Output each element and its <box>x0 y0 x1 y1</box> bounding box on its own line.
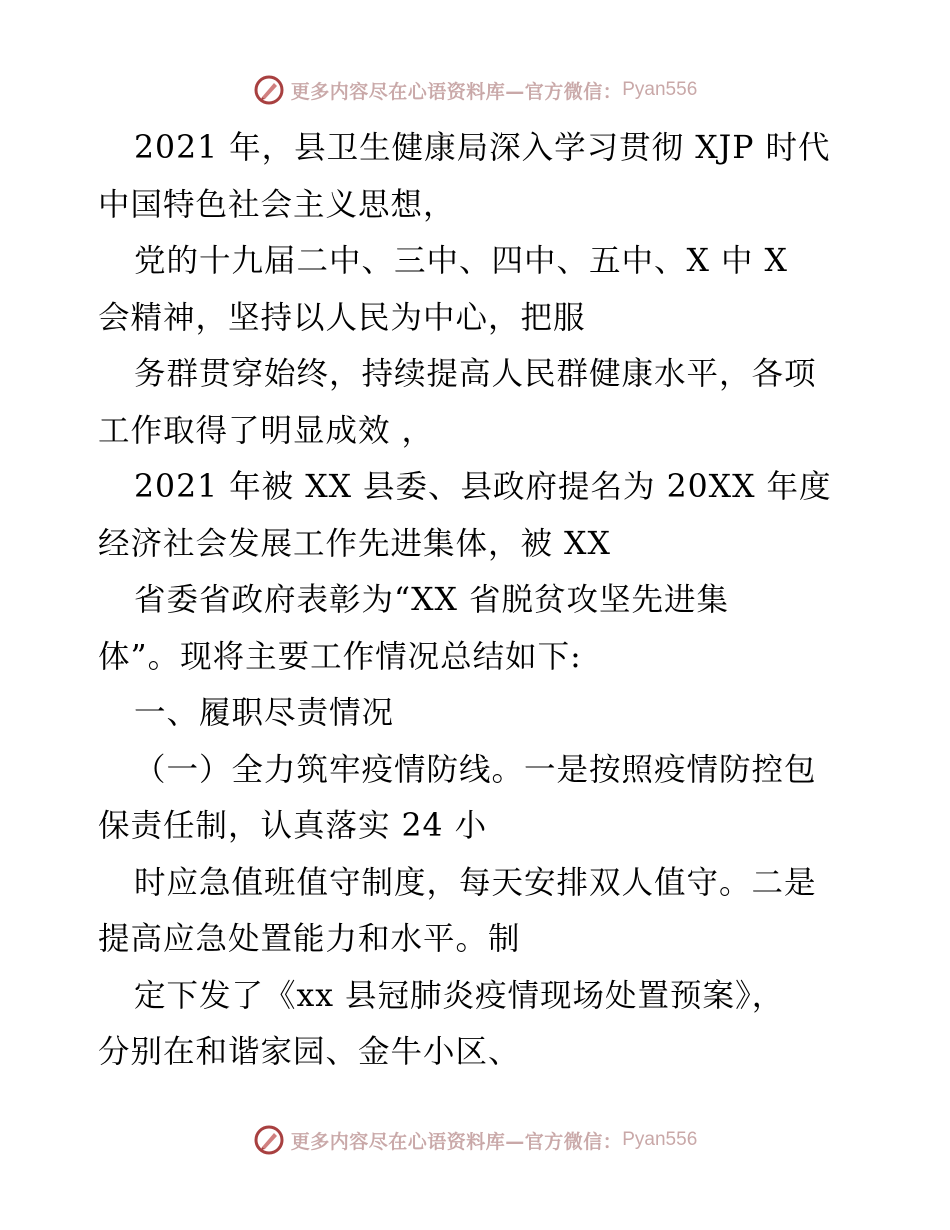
text-line: 务群贯穿始终，持续提高人民群健康水平，各项 <box>134 356 817 392</box>
text-line: 经济社会发展工作先进集体，被 XX <box>98 525 611 562</box>
text-line: 2021 年被 XX 县委、县政府提名为 20XX 年度 <box>134 469 832 505</box>
text-line: 体”。现将主要工作情况总结如下: <box>98 638 582 675</box>
text-line: 保责任制，认真落实 24 小 <box>98 808 488 844</box>
text-line: 分别在和谐家园、金牛小区、 <box>98 1034 521 1070</box>
pen-logo-icon <box>253 1124 285 1156</box>
watermark-id: Pyan556 <box>622 1129 698 1150</box>
footer-watermark <box>0 1120 950 1160</box>
text-line: 党的十九届二中、三中、四中、五中、X 中 X <box>134 243 788 279</box>
text-line: 定下发了《xx 县冠肺炎疫情现场处置预案》， <box>134 977 785 1014</box>
section-heading: 一、履职尽责情况 <box>134 695 395 731</box>
text-line: 提高应急处置能力和水平。制 <box>98 921 521 957</box>
pen-logo-icon <box>253 74 285 106</box>
text-line: 中国特色社会主义思想， <box>98 186 456 223</box>
text-line: 会精神，坚持以人民为中心，把服 <box>98 299 586 336</box>
text-line: 2021 年，县卫生健康局深入学习贯彻 XJP 时代 <box>134 130 831 166</box>
text-line: （一）全力筑牢疫情防线。一是按照疫情防控包 <box>134 751 817 788</box>
text-line: 省委省政府表彰为“XX 省脱贫攻坚先进集 <box>134 582 729 618</box>
header-watermark <box>0 70 950 110</box>
text-line: 时应急值班值守制度，每天安排双人值守。二是 <box>134 864 817 901</box>
watermark-text: 更多内容尽在心语资料库—官方微信： <box>290 80 623 103</box>
watermark-text: 更多内容尽在心语资料库—官方微信： <box>290 1130 623 1153</box>
text-line: 工作取得了明显成效 ， <box>98 412 435 449</box>
document-body <box>98 120 858 1081</box>
watermark-id: Pyan556 <box>622 79 698 100</box>
